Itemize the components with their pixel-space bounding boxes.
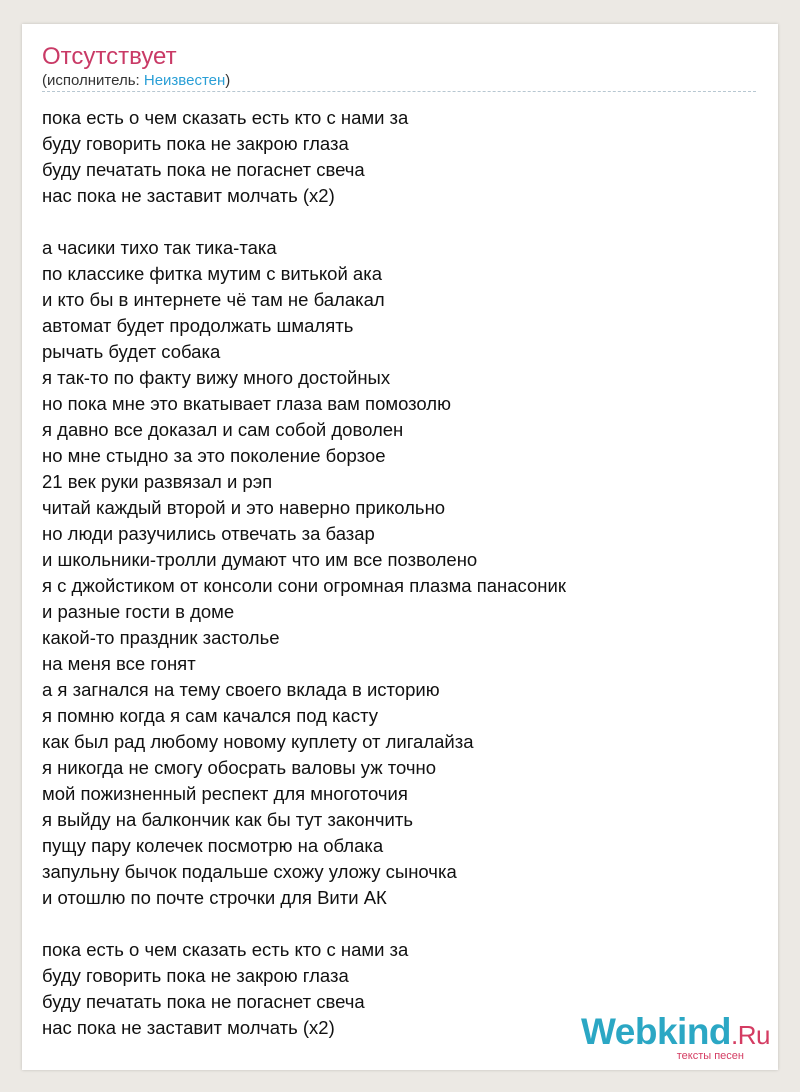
- lyric-line: по классике фитка мутим с витькой ака: [42, 263, 383, 284]
- logo-tld-text: .Ru: [731, 1020, 770, 1050]
- lyric-line: [42, 209, 756, 235]
- lyric-line: 21 век руки развязал и рэп: [42, 471, 273, 492]
- lyric-line: а часики тихо так тика-така: [42, 237, 277, 258]
- lyric-line: читай каждый второй и это наверно прикольно: [42, 497, 446, 518]
- artist-line: [42, 72, 230, 90]
- lyric-line: я выйду на балкончик как бы тут закончить: [42, 809, 413, 830]
- artist-suffix: ): [225, 72, 231, 89]
- lyric-line: а я загнался на тему своего вклада в историю: [42, 679, 440, 700]
- lyric-line: пущу пару колечек посмотрю на облака: [42, 835, 384, 856]
- lyric-line: но пока мне это вкатывает глаза вам помозолю: [42, 393, 451, 414]
- lyric-line: и разные гости в доме: [42, 601, 235, 622]
- lyric-line: буду печатать пока не погаснет свеча: [42, 159, 365, 180]
- lyric-line: и кто бы в интернете чё там не балакал: [42, 289, 385, 310]
- lyric-line: рычать будет собака: [42, 341, 221, 362]
- logo-main-text: Webkind: [581, 1011, 732, 1052]
- lyric-line: [42, 911, 756, 937]
- lyric-line: нас пока не заставит молчать (x2): [42, 1017, 335, 1038]
- lyric-line: какой-то праздник застолье: [42, 627, 280, 648]
- lyric-line: автомат будет продолжать шмалять: [42, 315, 354, 336]
- lyrics-card: [22, 24, 778, 1070]
- lyric-line: нас пока не заставит молчать (x2): [42, 185, 335, 206]
- lyric-line: я с джойстиком от консоли сони огромная плазма панасоник: [42, 575, 566, 596]
- lyric-line: я давно все доказал и сам собой доволен: [42, 419, 404, 440]
- lyric-line: но люди разучились отвечать за базар: [42, 523, 375, 544]
- lyric-line: и школьники-тролли думают что им все позволено: [42, 549, 478, 570]
- lyric-line: пока есть о чем сказать есть кто с нами за: [42, 107, 409, 128]
- webkind-logo[interactable]: [581, 1013, 770, 1062]
- lyric-line: на меня все гонят: [42, 653, 196, 674]
- lyric-line: я так-то по факту вижу много достойных: [42, 367, 391, 388]
- lyric-line: и отошлю по почте строчки для Вити АК: [42, 887, 387, 908]
- lyric-line: пока есть о чем сказать есть кто с нами за: [42, 939, 409, 960]
- lyric-line: как был рад любому новому куплету от лигалайза: [42, 731, 474, 752]
- artist-prefix: (исполнитель:: [42, 72, 144, 89]
- logo-tagline: тексты песен: [676, 1050, 744, 1062]
- title-divider: [42, 91, 756, 92]
- lyric-line: буду говорить пока не закрою глаза: [42, 965, 349, 986]
- lyrics-text: [42, 105, 756, 1041]
- lyric-line: запульну бычок подальше схожу уложу сыночка: [42, 861, 457, 882]
- song-title: Отсутствует: [42, 43, 177, 70]
- lyric-line: буду печатать пока не погаснет свеча: [42, 991, 365, 1012]
- lyric-line: я помню когда я сам качался под касту: [42, 705, 379, 726]
- lyric-line: я никогда не смогу обосрать валовы уж точно: [42, 757, 437, 778]
- lyric-line: но мне стыдно за это поколение борзое: [42, 445, 386, 466]
- artist-link[interactable]: Неизвестен: [143, 72, 226, 89]
- lyric-line: мой пожизненный респект для многоточия: [42, 783, 408, 804]
- lyric-line: буду говорить пока не закрою глаза: [42, 133, 349, 154]
